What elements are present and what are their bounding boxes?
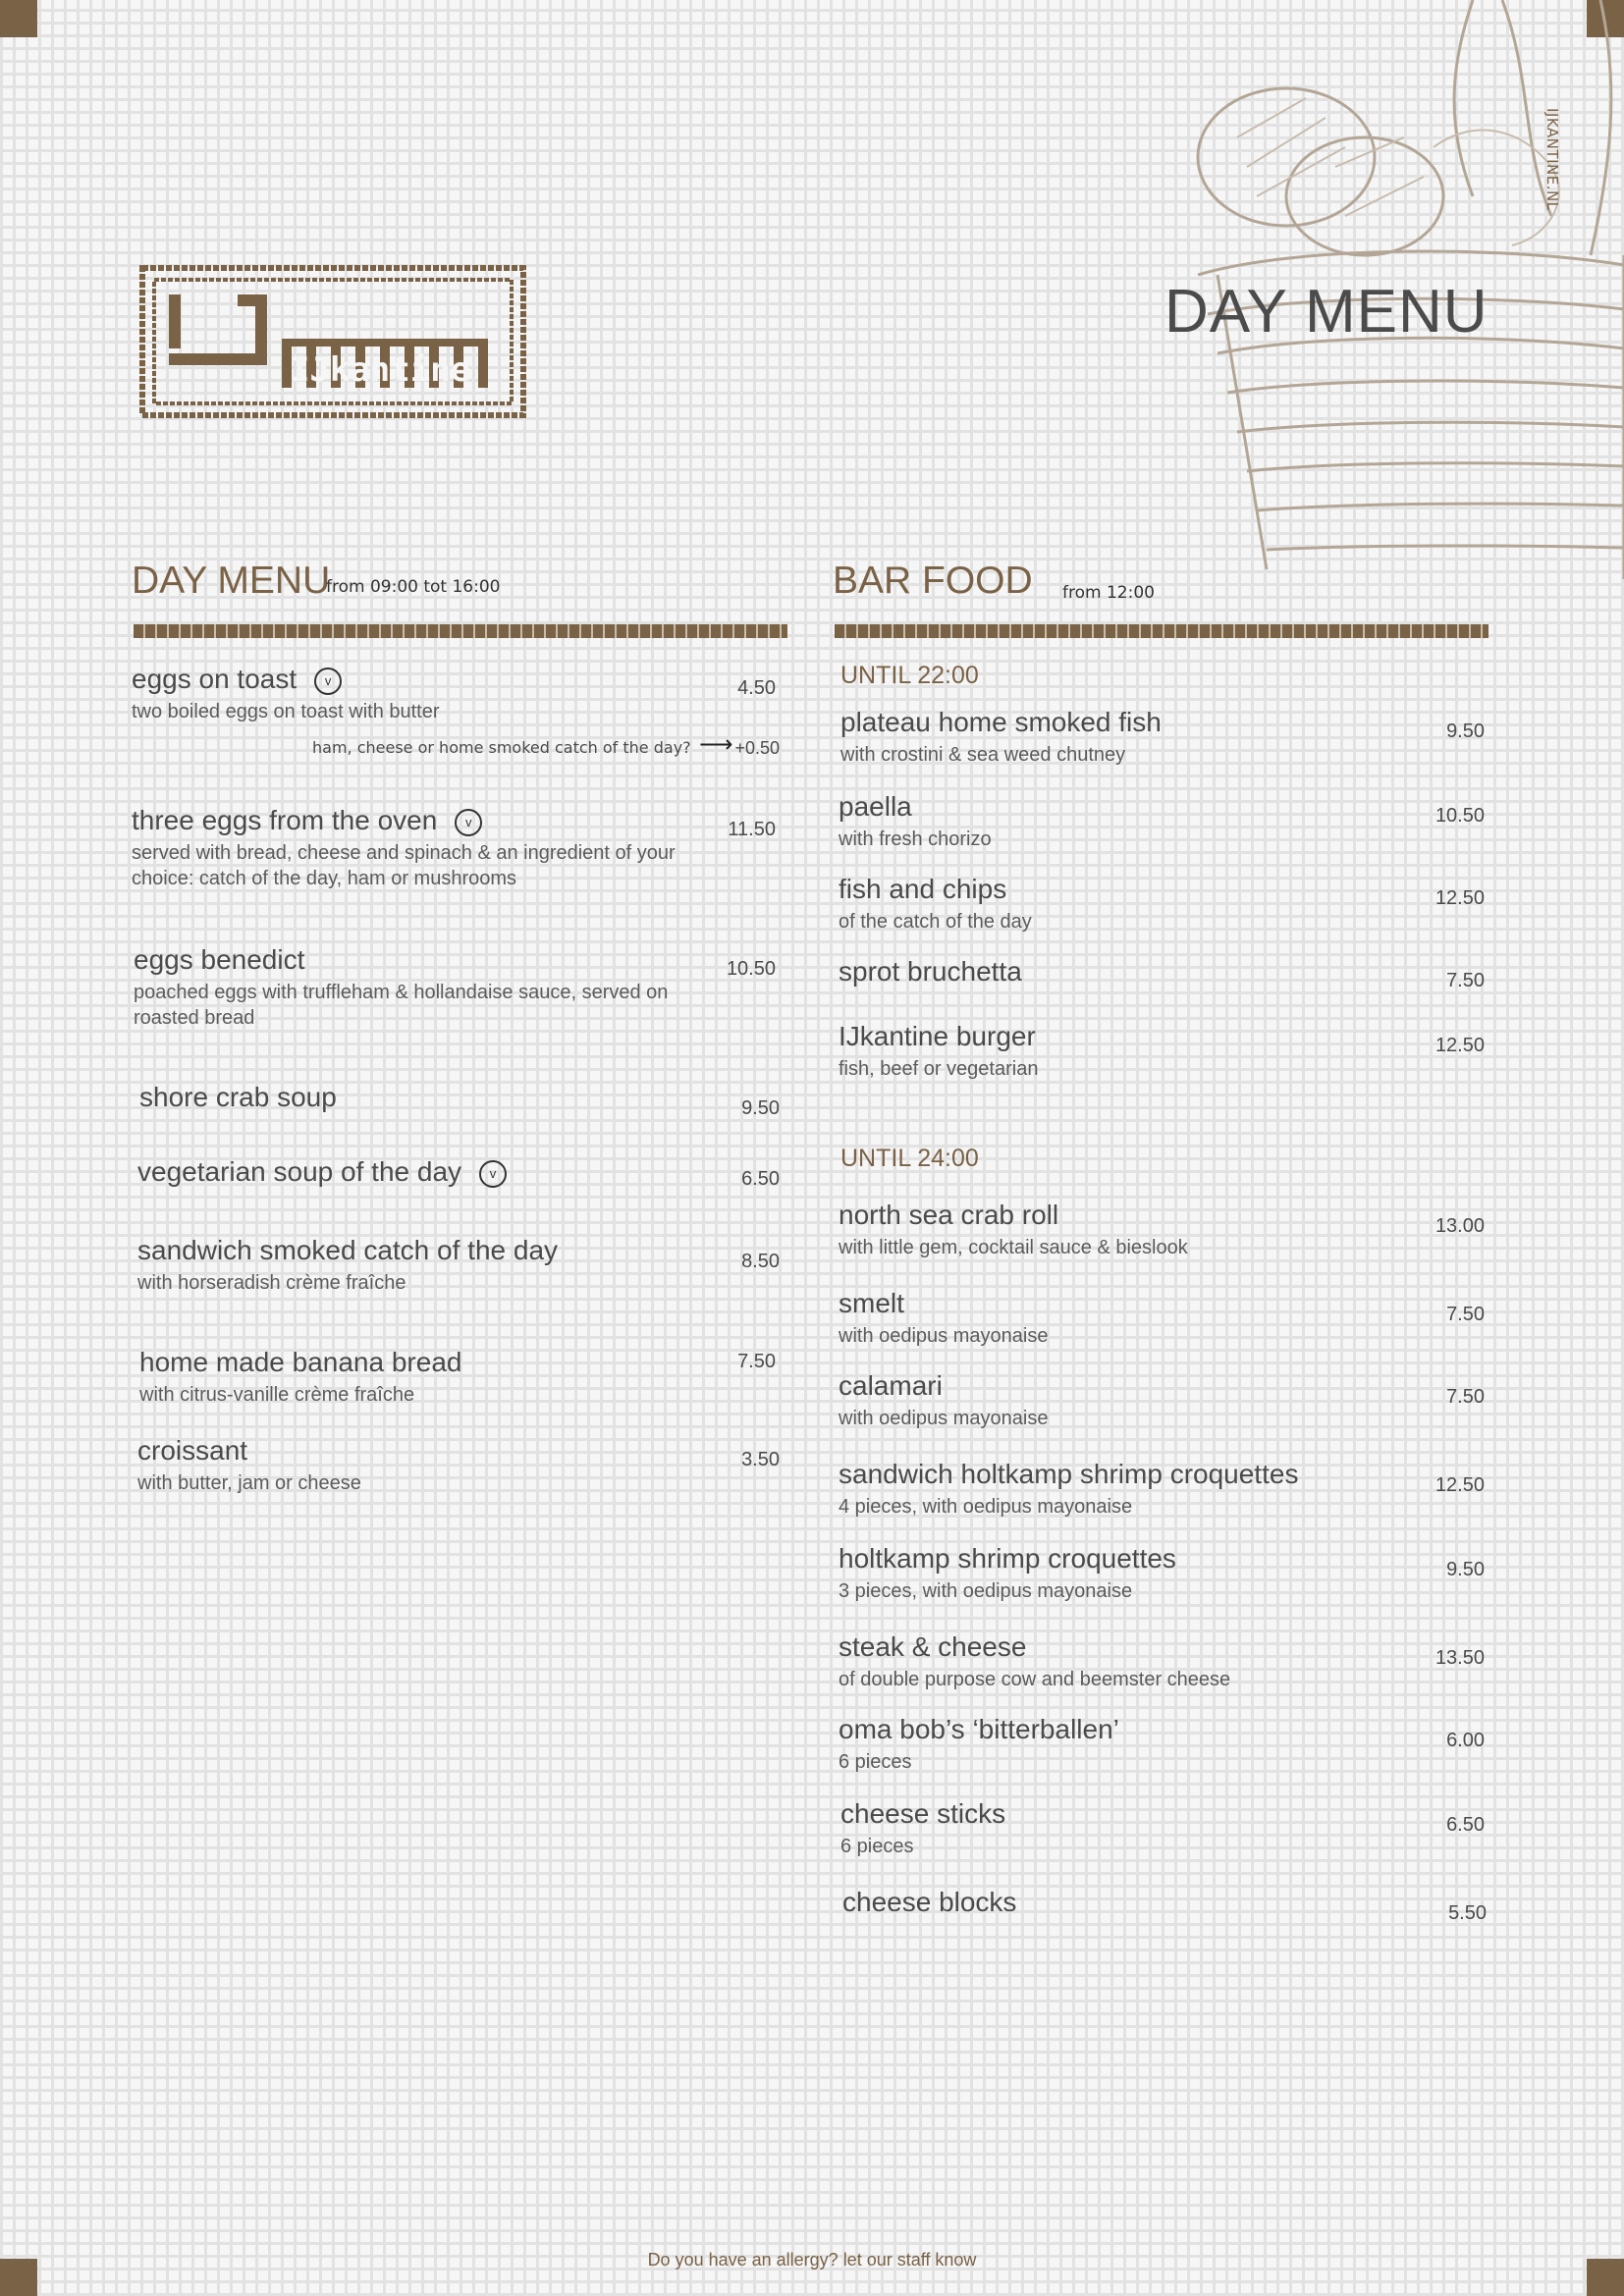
menu-item: holtkamp shrimp croquettes 3 pieces, with oedipus mayonaise: [839, 1543, 1176, 1602]
corner-mark-top-left: [0, 0, 37, 37]
item-price: 7.50: [1446, 1386, 1485, 1408]
vegetarian-icon: v: [455, 809, 482, 836]
item-price: 6.50: [1446, 1814, 1485, 1836]
menu-item: plateau home smoked fish with crostini & sea weed chutney: [840, 707, 1162, 766]
menu-item: home made banana bread with citrus-vanille crème fraîche: [139, 1347, 462, 1406]
website-url: IJKANTINE.NL: [1543, 108, 1561, 211]
item-price: 13.00: [1435, 1215, 1485, 1237]
item-price: 8.50: [741, 1251, 780, 1272]
item-price: 10.50: [726, 958, 776, 980]
menu-item: sandwich smoked catch of the day with horseradish crème fraîche: [137, 1235, 559, 1294]
menu-item: three eggs from the oven v served with bread, cheese and spinach & an ingredient of your choice: catch of the day, ham or mushrooms: [132, 805, 676, 889]
menu-item: steak & cheese of double purpose cow and beemster cheese: [839, 1631, 1231, 1690]
menu-item: eggs benedict poached eggs with truffleham & hollandaise sauce, served on roasted bread: [134, 944, 669, 1029]
item-price: 9.50: [1446, 721, 1485, 742]
menu-item: oma bob’s ‘bitterballen’ 6 pieces: [839, 1714, 1119, 1773]
item-price: 12.50: [1435, 1035, 1485, 1056]
item-price: 11.50: [728, 819, 776, 840]
item-extra-option: ham, cheese or home smoked catch of the day?: [312, 738, 691, 757]
ijkantine-logo: [139, 265, 526, 418]
item-price: 12.50: [1435, 1474, 1485, 1496]
until-24-subheading: UNTIL 24:00: [840, 1145, 979, 1172]
menu-item: calamari with oedipus mayonaise: [839, 1370, 1049, 1429]
until-22-subheading: UNTIL 22:00: [840, 662, 979, 689]
item-price: 13.50: [1435, 1647, 1485, 1669]
bar-food-hours: from 12:00: [1062, 583, 1155, 603]
menu-item: sandwich holtkamp shrimp croquettes 4 pieces, with oedipus mayonaise: [839, 1459, 1299, 1518]
arrow-right-icon: ⟶: [699, 730, 733, 758]
menu-item: vegetarian soup of the day v: [137, 1156, 727, 1188]
item-price: 3.50: [741, 1449, 780, 1470]
vegetarian-icon: v: [314, 667, 342, 695]
menu-item: croissant with butter, jam or cheese: [137, 1435, 361, 1494]
bar-food-divider: [835, 624, 1489, 638]
menu-item: eggs on toast v two boiled eggs on toast with butter: [132, 664, 440, 722]
svg-text:IJkantine: IJkantine: [289, 350, 471, 390]
menu-item: smelt with oedipus mayonaise: [839, 1288, 1049, 1347]
item-price: 7.50: [1446, 1304, 1485, 1325]
item-price: 6.00: [1446, 1730, 1485, 1751]
allergy-notice: Do you have an allergy? let our staff know: [647, 2250, 977, 2269]
item-price: 10.50: [1435, 805, 1485, 827]
day-menu-hours: from 09:00 tot 16:00: [326, 577, 501, 597]
item-price: 6.50: [741, 1168, 780, 1190]
item-price: 7.50: [737, 1351, 776, 1372]
page-title: DAY MENU: [1164, 278, 1489, 346]
menu-item: cheese sticks 6 pieces: [840, 1798, 1006, 1857]
menu-item: shore crab soup: [139, 1082, 337, 1112]
item-price: 4.50: [737, 677, 776, 699]
menu-item: IJkantine burger fish, beef or vegetarian: [839, 1021, 1039, 1080]
item-price: 12.50: [1435, 887, 1485, 909]
menu-item: paella with fresh chorizo: [839, 791, 992, 850]
menu-item: sprot bruchetta: [839, 956, 1022, 987]
bar-food-heading: BAR FOOD: [833, 560, 1033, 602]
item-price: 9.50: [741, 1097, 780, 1119]
day-menu-divider: [134, 624, 787, 638]
item-price: 5.50: [1448, 1902, 1487, 1924]
item-price: 9.50: [1446, 1559, 1485, 1580]
item-price: 7.50: [1446, 970, 1485, 991]
day-menu-heading: DAY MENU: [132, 560, 331, 602]
menu-item: cheese blocks: [842, 1887, 1017, 1917]
vegetarian-icon: v: [479, 1160, 507, 1188]
menu-item: north sea crab roll with little gem, cocktail sauce & bieslook: [839, 1200, 1188, 1258]
menu-item: fish and chips of the catch of the day: [839, 874, 1032, 933]
item-extra-price: +0.50: [734, 738, 780, 758]
